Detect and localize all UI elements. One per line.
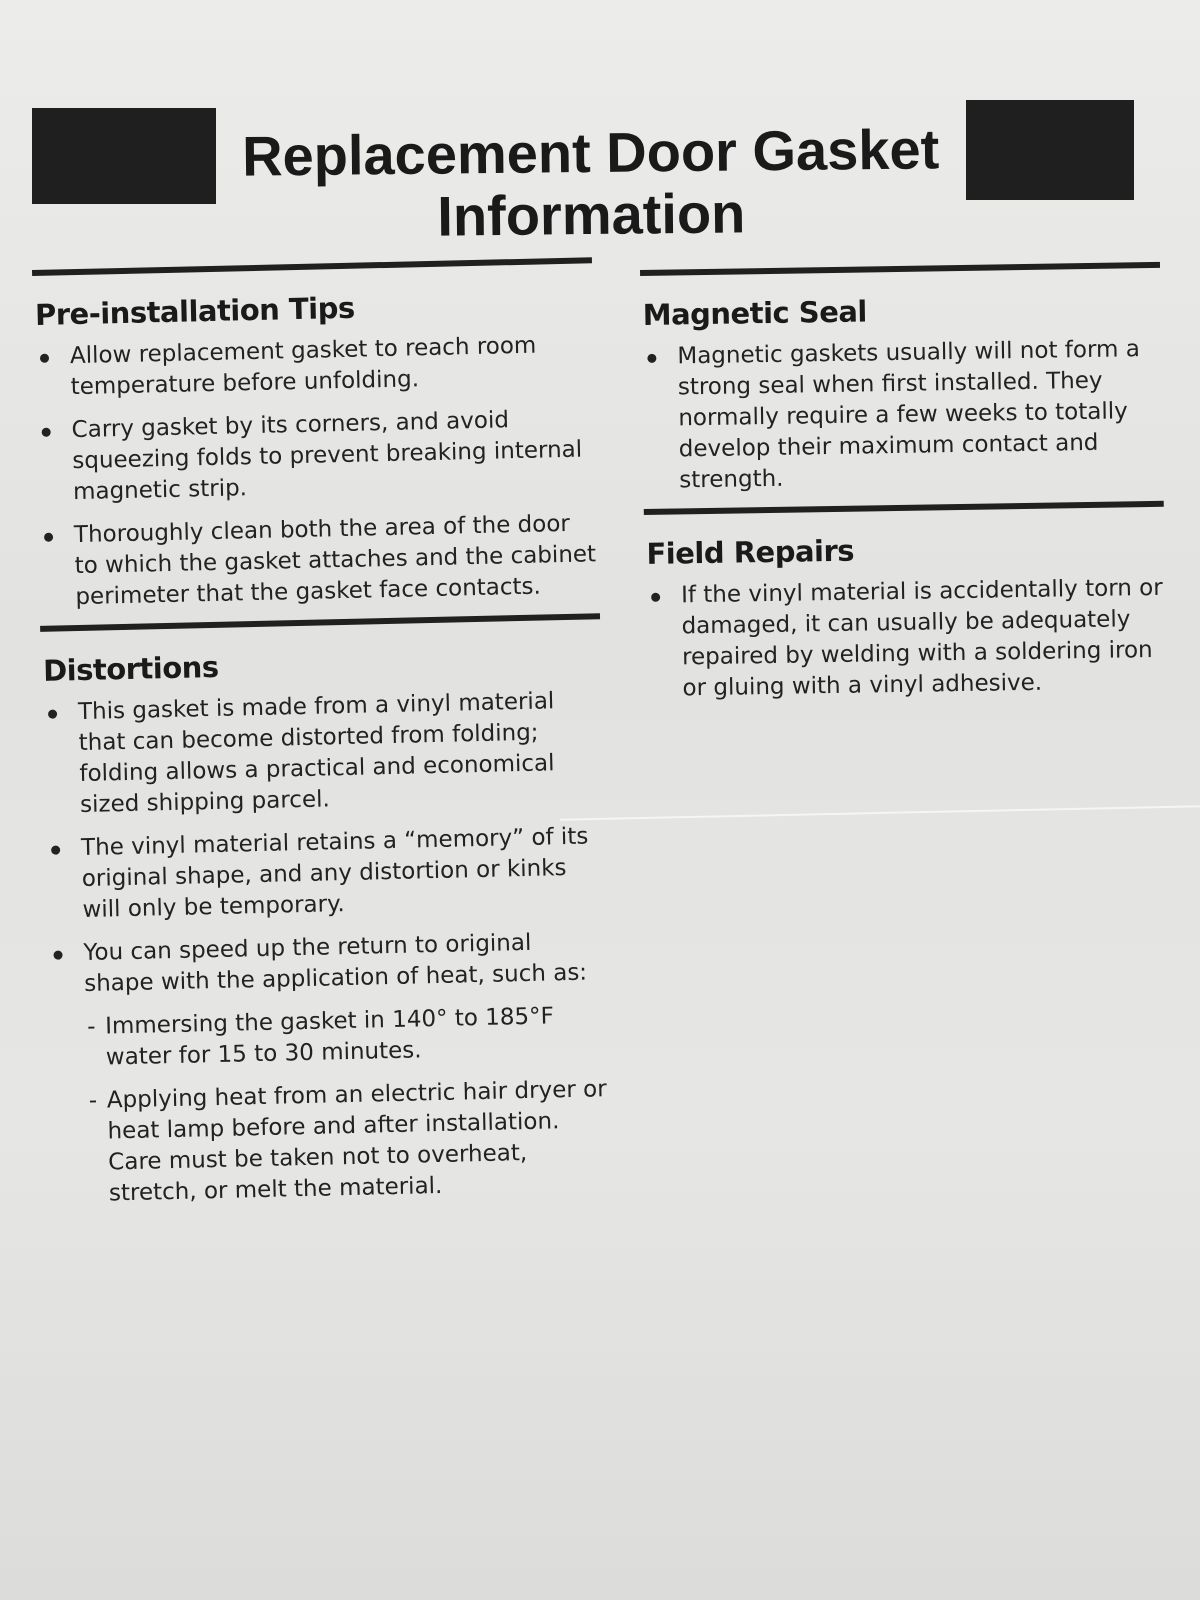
paper-fold-crease xyxy=(560,805,1200,820)
bullet-list xyxy=(34,329,600,614)
bullet-item: This gasket is made from a vinyl material that can become distorted from folding; folding allows a practical and economical sized shipping parcel. xyxy=(42,685,605,822)
right-column xyxy=(640,262,1167,717)
section-divider xyxy=(644,501,1164,515)
header-block-right xyxy=(966,100,1134,200)
section-divider xyxy=(32,257,592,276)
bullet-list xyxy=(42,685,609,1001)
bullet-item: If the vinyl material is accidentally torn or damaged, it can usually be adequately repaired by welding with a soldering iron or gluing with a vinyl adhesive. xyxy=(645,573,1167,705)
bullet-item: The vinyl material retains a “memory” of its original shape, and any distortion or kinks will only be temporary. xyxy=(45,821,607,927)
bullet-item: Magnetic gaskets usually will not form a strong seal when first installed. They normally require a few weeks to totally develop their maximum contact and strength. xyxy=(641,334,1163,497)
section-title: Field Repairs xyxy=(646,533,855,571)
section-pre-installation-tips xyxy=(32,257,600,614)
bullet-item: You can speed up the return to original shape with the application of heat, such as: xyxy=(47,926,608,1001)
bullet-item: Carry gasket by its corners, and avoid squeezing folds to prevent breaking internal magnetic strip. xyxy=(35,403,597,509)
bullet-item: Allow replacement gasket to reach room temperature before unfolding. xyxy=(34,329,595,404)
bullet-list xyxy=(641,334,1163,497)
section-divider xyxy=(40,613,600,632)
section-magnetic-seal xyxy=(640,262,1164,497)
sub-list-item: - Applying heat from an electric hair dryer or heat lamp before and after installation. Care must be taken not to overheat, stretch, or melt the material. xyxy=(51,1074,614,1211)
bullet-item: Thoroughly clean both the area of the door to which the gasket attaches and the cabinet perimeter that the gasket face contacts. xyxy=(38,508,600,614)
section-title: Distortions xyxy=(42,649,219,688)
sub-list-item: - Immersing the gasket in 140° to 185°F water for 15 to 30 minutes. xyxy=(49,1000,610,1075)
section-divider xyxy=(640,262,1160,276)
document-title xyxy=(215,118,966,250)
section-distortions xyxy=(40,613,613,1211)
bullet-list xyxy=(645,573,1167,705)
left-column xyxy=(32,257,613,1222)
document-title-line-1: Replacement Door Gasket xyxy=(241,116,940,188)
section-field-repairs xyxy=(644,501,1167,705)
section-title: Pre-installation Tips xyxy=(34,290,356,332)
header-block-left xyxy=(32,108,216,204)
document-title-line-2: Information xyxy=(436,180,746,248)
section-title: Magnetic Seal xyxy=(642,294,868,332)
